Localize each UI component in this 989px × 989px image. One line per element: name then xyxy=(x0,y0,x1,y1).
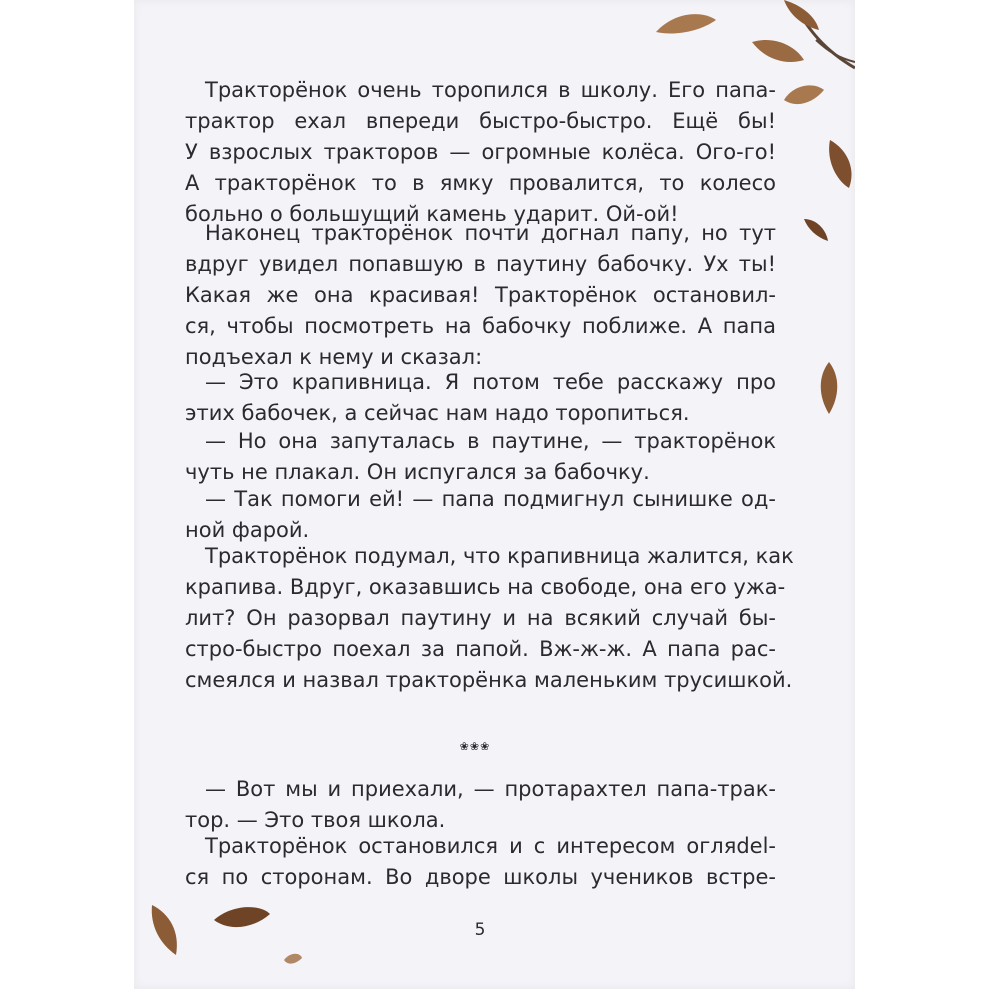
paragraph-6 xyxy=(185,541,794,696)
text-line: — Это крапивница. Я потом тебе расскажу про xyxy=(205,370,776,394)
paragraph-1 xyxy=(185,75,776,230)
leaf-icon xyxy=(804,219,828,241)
leaf-icon xyxy=(784,0,819,30)
text-line: чуть не плакал. Он испугался за бабочку. xyxy=(185,460,650,484)
text-line: Наконец тракторёнок почти догнал папу, но тут xyxy=(205,221,776,245)
leaf-icon xyxy=(214,907,270,927)
text-line: Тракторёнок очень торопился в школу. Его папа- xyxy=(205,78,776,102)
text-line: подъехал к нему и сказал: xyxy=(185,345,483,369)
text-line: Тракторёнок подумал, что крапивница жалится, как xyxy=(205,544,794,568)
text-line: ся, чтобы посмотреть на бабочку поближе. А папа xyxy=(185,314,776,338)
leaf-right-middle xyxy=(814,360,844,416)
text-line: тор. — Это твоя школа. xyxy=(185,808,446,832)
text-line: лит? Он разорвал паутину и на всякий случай бы- xyxy=(185,606,776,630)
leaf-bottom-left-tiny xyxy=(282,950,304,972)
section-separator: ❀❀❀ xyxy=(459,740,491,753)
text-line: вдруг увидел попавшую в паутину бабочку. Ух ты! xyxy=(185,252,776,276)
text-line: Тракторёнок остановился и с интересом огляdel- xyxy=(205,834,776,858)
text-line: А тракторёнок то в ямку провалится, то колесо xyxy=(185,171,776,195)
leaf-icon xyxy=(829,140,851,188)
text-line: крапива. Вдруг, оказавшись на свободе, она его ужа- xyxy=(185,575,786,599)
text-line: больно о большущий камень ударит. Ой-ой! xyxy=(185,202,679,226)
text-line: Какая же она красивая! Тракторёнок остановил- xyxy=(185,283,776,307)
leaf-icon xyxy=(656,14,716,33)
paragraph-2 xyxy=(185,218,776,373)
page-number: 5 xyxy=(474,920,486,940)
leaf-icon xyxy=(752,40,804,62)
paragraph-4 xyxy=(185,426,776,488)
leaf-icon xyxy=(784,85,824,104)
leaves-bottom-left xyxy=(144,900,274,960)
text-line: — Вот мы и приехали, — протарахтел папа-трак- xyxy=(205,777,776,801)
text-line: смеялся и назвал тракторёнка маленьким трусишкой. xyxy=(185,668,793,692)
paragraph-3 xyxy=(185,367,776,429)
text-line: ной фарой. xyxy=(185,518,310,542)
paragraph-5 xyxy=(185,484,776,546)
text-line: — Но она запуталась в паутине, — тракторёнок xyxy=(205,429,776,453)
leaf-icon xyxy=(821,362,838,414)
text-line: стро-быстро поехал за папой. Вж-ж-ж. А папа рас- xyxy=(185,637,776,661)
leaf-icon xyxy=(284,954,302,964)
text-line: ся по сторонам. Во дворе школы учеников встре- xyxy=(185,865,776,889)
paragraph-8 xyxy=(185,831,776,893)
leaf-icon xyxy=(152,905,177,955)
text-line: этих бабочек, а сейчас нам надо торопиться. xyxy=(185,401,690,425)
leaf-right-small xyxy=(802,215,832,245)
text-line: трактор ехал впереди быстро-быстро. Ещё бы! xyxy=(185,109,776,133)
paragraph-7 xyxy=(185,774,776,836)
text-line: У взрослых тракторов — огромные колёса. Ого-го! xyxy=(185,140,776,164)
text-line: — Так помоги ей! — папа подмигнул сынишке од- xyxy=(205,487,776,511)
